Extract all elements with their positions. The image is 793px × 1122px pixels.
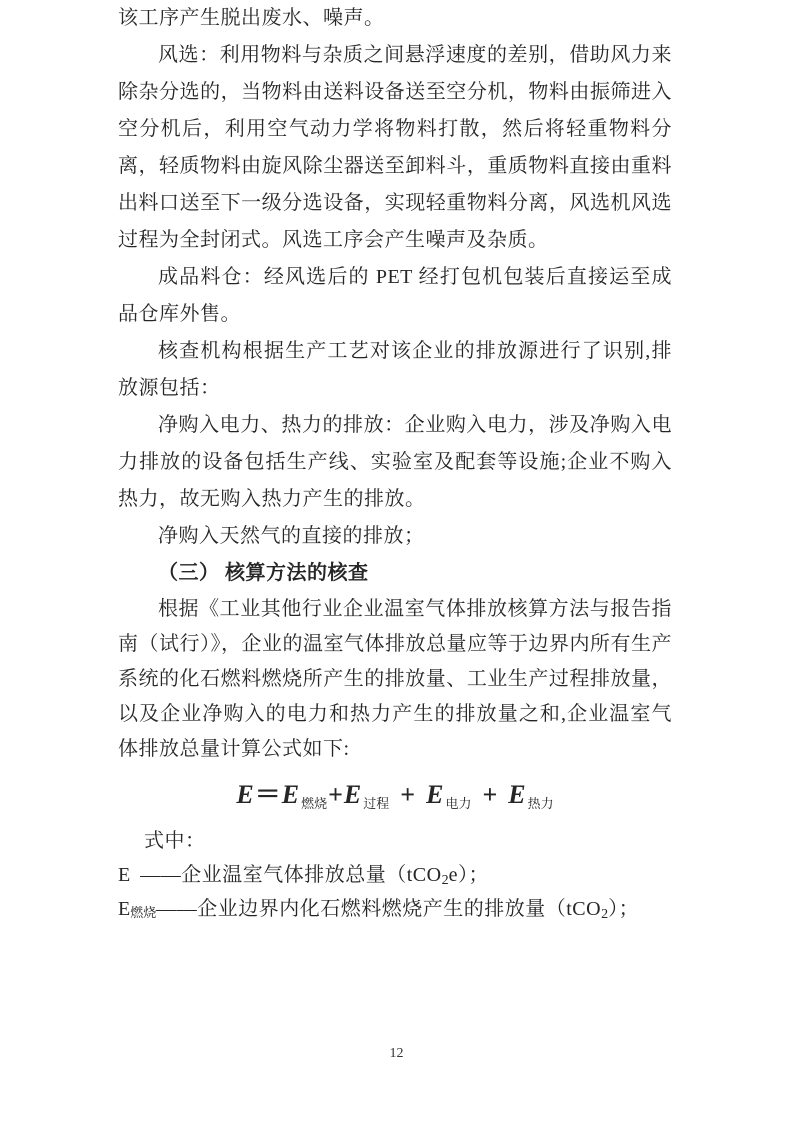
page-content: [118, 0, 672, 930]
formula-plus-sign: +: [400, 780, 416, 809]
definition-dash: ——: [156, 898, 198, 920]
definition-text: 企业边界内化石燃料燃烧产生的排放量（tCO: [197, 898, 602, 920]
formula-plus-sign: +: [328, 780, 343, 809]
definition-symbol-e: E: [118, 898, 131, 920]
formula-e-symbol: E: [426, 780, 444, 809]
formula-e-symbol: E: [281, 780, 300, 809]
co2-subscript: 2: [441, 873, 449, 888]
paragraph-purchased-natural-gas: 净购入天然气的直接的排放；: [158, 525, 425, 547]
co2-subscript: 2: [601, 907, 609, 922]
definition-symbol-e: E: [118, 864, 131, 886]
definition-text-tail: ）；: [608, 898, 640, 920]
formula-where-label: 式中：: [144, 830, 206, 852]
formula-e-symbol: E: [508, 780, 526, 809]
paragraph-purchased-electricity-heat: 净购入电力、热力的排放：企业购入电力，涉及净购入电力排放的设备包括生产线、实验室及配套等设施;企业不购入热力，故无购入热力产生的排放。: [118, 414, 672, 510]
formula-e-symbol: E: [343, 780, 362, 809]
definition-e-total: [118, 858, 672, 892]
definition-dash: ——: [140, 864, 182, 886]
paragraph-air-separation-process: 风选：利用物料与杂质之间悬浮速度的差别，借助风力来除杂分选的，当物料由送料设备送至空分机，物料由振筛进入空分机后，利用空气动力学将物料打散，然后将轻重物料分离，轻质物料由旋风除尘器送至卸料斗，重质物料直接由重料出料口送至下一级分选设备，实现轻重物料分离，风选机风选过程为全封闭式。风选工序会产生噪声及杂质。: [118, 44, 672, 251]
formula-subscript-combustion: 燃烧: [301, 796, 328, 811]
formula-subscript-process: 过程: [363, 796, 390, 811]
definition-symbol-subscript-combustion: 燃烧: [130, 905, 157, 920]
page-number: 12: [389, 1046, 404, 1061]
formula-subscript-electricity: 电力: [445, 796, 472, 811]
formula-plus-sign: +: [482, 780, 498, 809]
paragraph-calculation-guideline: 根据《工业其他行业企业温室气体排放核算方法与报告指南（试行）》，企业的温室气体排放总量应等于边界内所有生产系统的化石燃料燃烧所产生的排放量、工业生产过程排放量，以及企业净购入的电力和热力产生的排放量之和,企业温室气体排放总量计算公式如下:: [118, 598, 672, 760]
definition-text: 企业温室气体排放总量（tCO: [181, 864, 442, 886]
formula-e-symbol: E: [236, 780, 254, 809]
total-emission-formula: [118, 775, 672, 824]
formula-subscript-heat: 热力: [527, 796, 554, 811]
definition-text-tail: e）；: [448, 864, 489, 886]
paragraph-emission-source-identification: 核查机构根据生产工艺对该企业的排放源进行了识别,排放源包括：: [118, 340, 672, 399]
paragraph-wastewater-noise: 该工序产生脱出废水、噪声。: [118, 7, 385, 29]
paragraph-finished-product-silo: 成品料仓：经风选后的 PET 经打包机包装后直接运至成品仓库外售。: [118, 266, 672, 325]
formula-equals-sign: ＝: [254, 780, 281, 809]
section-heading-accounting-method-verification: （三） 核算方法的核查: [158, 562, 369, 584]
definition-e-combustion: [118, 892, 672, 930]
